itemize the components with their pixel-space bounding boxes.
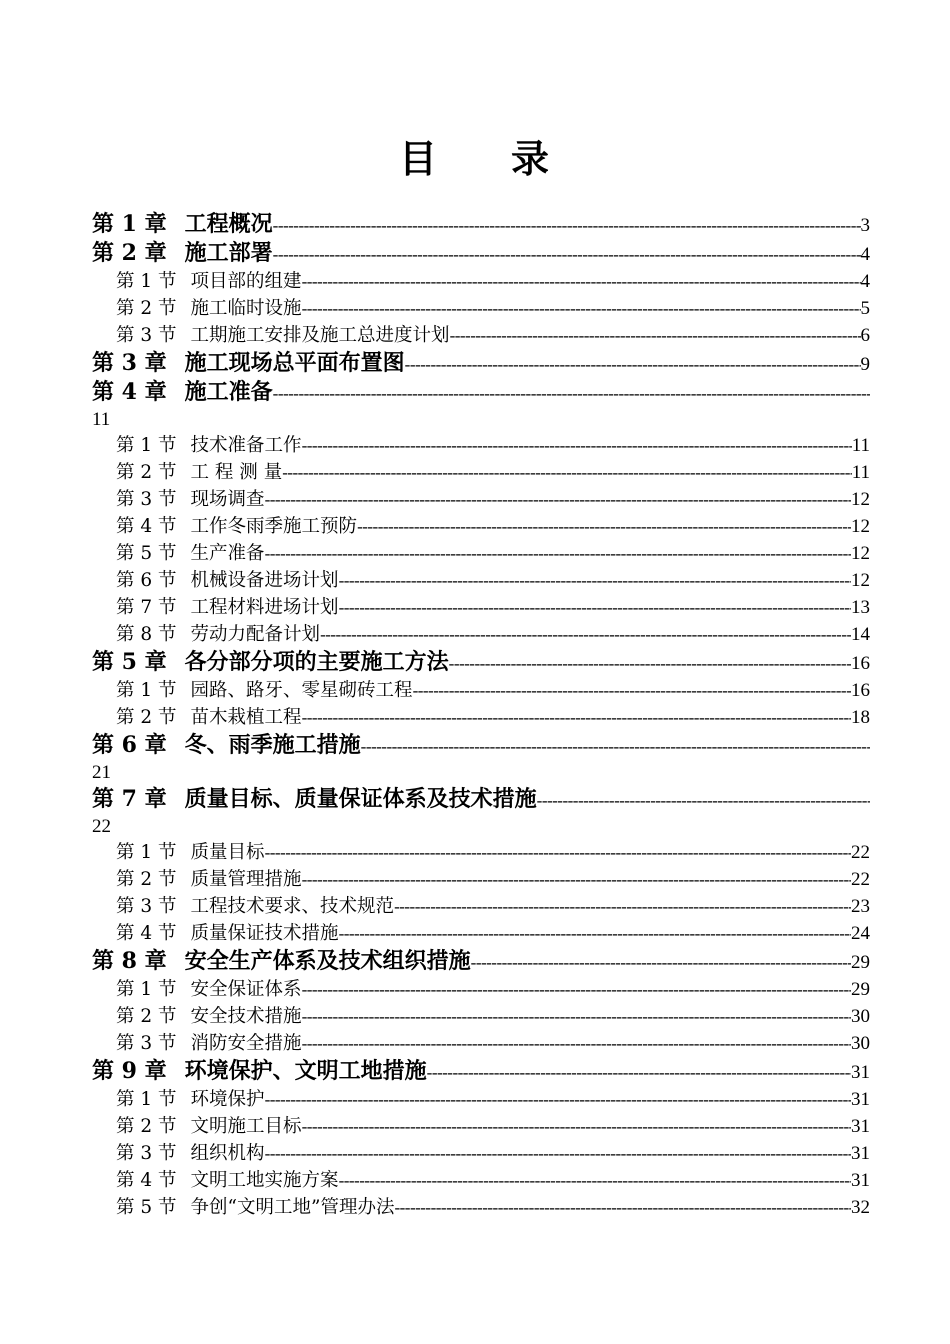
toc-entry-title: 项目部的组建 [190,271,302,292]
toc-page-number: 22 [851,842,870,863]
toc-dash-leader [471,948,851,977]
title-char-right: 录 [511,136,552,181]
toc-dash-leader [320,621,851,648]
toc-dash-leader [413,677,851,704]
toc-entry-number: 第 2 节 [116,1116,177,1137]
toc-entry-line [116,976,870,1003]
toc-section-entry[interactable] [92,704,870,731]
title-char-left: 目 [398,136,439,181]
toc-entry-line [92,349,870,379]
toc-entry-number: 第 8 节 [116,624,177,645]
toc-entry-title: 安全保证体系 [190,979,302,1000]
toc-entry-label [116,1086,265,1113]
toc-entry-label [116,893,394,920]
toc-page-number: 13 [851,597,870,618]
toc-entry-line [92,648,870,678]
toc-entry-line [92,947,870,977]
toc-entry-line [116,1030,870,1057]
toc-entry-label [116,839,265,866]
toc-dash-leader [339,567,851,594]
toc-page-number: 22 [851,869,870,890]
toc-dash-leader [302,432,852,459]
toc-entry-label [92,210,273,239]
toc-section-entry[interactable] [92,920,870,947]
toc-page-number: 31 [851,1170,870,1191]
toc-entry-line [116,540,870,567]
toc-page-number: 4 [860,244,870,265]
toc-section-entry[interactable] [92,322,870,349]
toc-entry-label [116,432,302,459]
toc-section-entry[interactable] [92,1003,870,1030]
toc-entry-title: 质量保证技术措施 [190,923,339,944]
toc-section-entry[interactable] [92,1140,870,1167]
toc-dash-leader [273,379,870,408]
toc-dash-leader [265,1086,851,1113]
toc-page-number: 32 [851,1197,870,1218]
toc-page-number: 11 [92,409,111,430]
toc-dash-leader [302,295,861,322]
toc-entry-title: 文明施工目标 [190,1116,302,1137]
table-of-contents [92,210,870,1221]
toc-entry-title: 现场调查 [190,489,265,510]
toc-entry-label [116,268,302,295]
toc-dash-leader [302,866,851,893]
toc-entry-line [116,322,870,349]
toc-entry-label [116,513,357,540]
toc-entry-number: 第 2 节 [116,869,177,890]
toc-dash-leader [282,459,852,486]
toc-entry-line [116,1140,870,1167]
toc-entry-number: 第 2 节 [116,707,177,728]
toc-page-number: 3 [860,215,870,236]
toc-dash-leader [302,268,861,295]
toc-page-number: 6 [860,325,870,346]
toc-page-number: 12 [851,570,870,591]
toc-chapter-entry[interactable] [92,731,870,785]
toc-entry-line [116,486,870,513]
toc-section-entry[interactable] [92,976,870,1003]
toc-dash-leader [302,704,851,731]
toc-entry-number: 第 7 章 [92,786,167,812]
toc-entry-label [116,486,265,513]
toc-dash-leader [450,322,861,349]
toc-entry-line [116,677,870,704]
toc-entry-label [116,1140,265,1167]
toc-entry-label [116,920,339,947]
toc-entry-title: 施工现场总平面布置图 [184,350,405,376]
toc-page-number: 16 [851,653,870,674]
toc-page-number: 4 [860,271,870,292]
toc-entry-number: 第 6 节 [116,570,177,591]
toc-page-number: 31 [851,1116,870,1137]
toc-entry-title: 安全生产体系及技术组织措施 [184,948,471,974]
toc-entry-label [116,567,339,594]
toc-section-entry[interactable] [92,1194,870,1221]
toc-entry-number: 第 2 章 [92,240,167,266]
toc-dash-leader [537,786,870,815]
toc-chapter-entry[interactable] [92,349,870,378]
toc-section-entry[interactable] [92,893,870,920]
toc-entry-line [116,893,870,920]
toc-entry-number: 第 1 节 [116,271,177,292]
toc-entry-title: 机械设备进场计划 [190,570,339,591]
toc-dash-leader [302,976,851,1003]
toc-page-number: 16 [851,680,870,701]
toc-entry-number: 第 5 节 [116,543,177,564]
toc-entry-label [92,947,471,976]
toc-dash-leader [405,350,861,379]
toc-entry-line [92,210,870,240]
toc-section-entry[interactable] [92,1113,870,1140]
toc-page-number: 12 [851,516,870,537]
toc-section-entry[interactable] [92,839,870,866]
toc-chapter-entry[interactable] [92,378,870,432]
toc-section-entry[interactable] [92,1086,870,1113]
toc-section-entry[interactable] [92,866,870,893]
toc-entry-title: 园路、路牙、零星砌砖工程 [190,680,413,701]
toc-entry-title: 冬、雨季施工措施 [184,732,361,758]
toc-entry-label [116,1113,302,1140]
toc-entry-label [116,459,282,486]
toc-entry-title: 文明工地实施方案 [190,1170,339,1191]
toc-entry-title: 质量目标、质量保证体系及技术措施 [184,786,537,812]
toc-page-number: 29 [851,952,870,973]
toc-entry-number: 第 7 节 [116,597,177,618]
toc-dash-leader [394,893,851,920]
toc-entry-label [116,322,450,349]
toc-entry-title: 施工临时设施 [190,298,302,319]
toc-section-entry[interactable] [92,295,870,322]
toc-page-number: 29 [851,979,870,1000]
toc-dash-leader [357,513,851,540]
toc-entry-label [116,1003,302,1030]
toc-entry-line [116,567,870,594]
toc-page-number: 11 [851,462,870,483]
toc-dash-leader [427,1058,851,1087]
toc-page-number: 31 [851,1143,870,1164]
toc-dash-leader [449,649,851,678]
toc-entry-number: 第 4 节 [116,923,177,944]
toc-dash-leader [361,732,870,761]
toc-page-number: 12 [851,489,870,510]
toc-entry-line [116,1167,870,1194]
toc-entry-number: 第 1 章 [92,211,167,237]
toc-entry-line [116,513,870,540]
toc-chapter-entry[interactable] [92,1057,870,1086]
toc-dash-leader [265,839,851,866]
page-title [0,128,950,183]
toc-entry-number: 第 5 节 [116,1197,177,1218]
toc-dash-leader [302,1030,851,1057]
toc-entry-title: 技术准备工作 [190,435,302,456]
toc-entry-title: 工 程 测 量 [190,462,283,483]
toc-entry-number: 第 2 节 [116,298,177,319]
toc-section-entry[interactable] [92,432,870,459]
toc-section-entry[interactable] [92,1167,870,1194]
toc-entry-label [92,648,449,677]
toc-page-number: 30 [851,1006,870,1027]
toc-entry-line [116,432,870,459]
toc-dash-leader [265,1140,851,1167]
toc-entry-number: 第 3 节 [116,896,177,917]
toc-page-number: 21 [92,762,111,783]
toc-entry-label [116,976,302,1003]
toc-entry-number: 第 3 节 [116,489,177,510]
toc-entry-title: 安全技术措施 [190,1006,302,1027]
toc-entry-number: 第 5 章 [92,649,167,675]
toc-entry-title: 劳动力配备计划 [190,624,321,645]
toc-page-number: 5 [860,298,870,319]
toc-entry-line [116,621,870,648]
toc-entry-label [92,378,273,407]
toc-entry-line [116,459,870,486]
toc-section-entry[interactable] [92,540,870,567]
toc-entry-number: 第 3 节 [116,1033,177,1054]
toc-entry-label [116,704,302,731]
toc-entry-line [92,1057,870,1087]
toc-page-number: 9 [860,354,870,375]
toc-entry-title: 消防安全措施 [190,1033,302,1054]
toc-section-entry[interactable] [92,513,870,540]
toc-section-entry[interactable] [92,486,870,513]
toc-entry-title: 工程概况 [184,211,273,237]
toc-entry-line [116,268,870,295]
toc-dash-leader [339,1167,851,1194]
toc-entry-title: 施工部署 [184,240,273,266]
toc-entry-line [116,1113,870,1140]
toc-entry-label [92,349,405,378]
toc-entry-title: 组织机构 [190,1143,265,1164]
toc-section-entry[interactable] [92,677,870,704]
toc-chapter-entry[interactable] [92,210,870,239]
toc-entry-number: 第 3 节 [116,325,177,346]
toc-entry-label [92,1057,427,1086]
toc-page-number: 24 [851,923,870,944]
toc-chapter-entry[interactable] [92,239,870,268]
toc-entry-number: 第 6 章 [92,732,167,758]
toc-dash-leader [265,486,851,513]
toc-page-number: 22 [92,816,111,837]
toc-section-entry[interactable] [92,268,870,295]
toc-entry-title: 生产准备 [190,543,265,564]
toc-dash-leader [273,211,861,240]
toc-entry-line [116,594,870,621]
toc-entry-number: 第 1 节 [116,979,177,1000]
toc-entry-title: 苗木栽植工程 [190,707,302,728]
toc-entry-number: 第 3 章 [92,350,167,376]
toc-page-number: 23 [851,896,870,917]
toc-entry-line [116,704,870,731]
toc-entry-label [116,594,339,621]
toc-page-number: 31 [851,1062,870,1083]
toc-entry-label [116,1030,302,1057]
toc-entry-line [116,1003,870,1030]
toc-entry-number: 第 4 章 [92,379,167,405]
toc-page-number: 30 [851,1033,870,1054]
toc-entry-title: 工期施工安排及施工总进度计划 [190,325,450,346]
toc-chapter-entry[interactable] [92,648,870,677]
toc-dash-leader [302,1113,851,1140]
toc-dash-leader [339,594,851,621]
toc-entry-number: 第 1 节 [116,435,177,456]
toc-page-number: 14 [851,624,870,645]
toc-entry-label [116,295,302,322]
toc-dash-leader [302,1003,851,1030]
toc-entry-label [92,731,361,760]
toc-entry-title: 各分部分项的主要施工方法 [184,649,449,675]
toc-dash-leader [339,920,851,947]
toc-dash-leader [273,240,861,269]
toc-entry-title: 工程技术要求、技术规范 [190,896,395,917]
toc-entry-line [92,378,870,408]
toc-entry-label [116,677,413,704]
toc-section-entry[interactable] [92,594,870,621]
toc-entry-label [116,1194,394,1221]
toc-dash-leader [265,540,851,567]
toc-entry-title: 环境保护 [190,1089,265,1110]
toc-entry-number: 第 3 节 [116,1143,177,1164]
toc-entry-label [92,785,537,814]
toc-entry-number: 第 1 节 [116,1089,177,1110]
toc-section-entry[interactable] [92,459,870,486]
toc-section-entry[interactable] [92,621,870,648]
toc-chapter-entry[interactable] [92,947,870,976]
toc-entry-number: 第 8 章 [92,948,167,974]
toc-entry-title: 质量管理措施 [190,869,302,890]
toc-entry-title: 质量目标 [190,842,265,863]
toc-section-entry[interactable] [92,1030,870,1057]
toc-entry-number: 第 1 节 [116,842,177,863]
toc-page-number: 11 [851,435,870,456]
toc-page-number: 18 [851,707,870,728]
toc-chapter-entry[interactable] [92,785,870,839]
toc-entry-line [116,1194,870,1221]
toc-entry-line [116,1086,870,1113]
toc-entry-label [116,1167,339,1194]
toc-entry-number: 第 1 节 [116,680,177,701]
toc-entry-line [92,731,870,761]
toc-page-number: 31 [851,1089,870,1110]
toc-entry-label [116,540,265,567]
toc-entry-line [92,785,870,815]
toc-page-number: 12 [851,543,870,564]
toc-entry-line [116,920,870,947]
toc-entry-number: 第 9 章 [92,1058,167,1084]
toc-entry-number: 第 4 节 [116,516,177,537]
toc-entry-line [116,839,870,866]
toc-entry-title: 工程材料进场计划 [190,597,339,618]
toc-entry-label [92,239,273,268]
toc-entry-label [116,621,320,648]
toc-entry-title: 施工准备 [184,379,273,405]
toc-entry-title: 争创“文明工地”管理办法 [190,1197,395,1218]
toc-entry-line [116,295,870,322]
toc-dash-leader [394,1194,851,1221]
toc-entry-number: 第 2 节 [116,1006,177,1027]
toc-entry-title: 环境保护、文明工地措施 [184,1058,427,1084]
toc-entry-number: 第 4 节 [116,1170,177,1191]
toc-entry-line [92,239,870,269]
toc-entry-number: 第 2 节 [116,462,177,483]
toc-section-entry[interactable] [92,567,870,594]
toc-entry-label [116,866,302,893]
toc-entry-title: 工作冬雨季施工预防 [190,516,358,537]
toc-entry-line [116,866,870,893]
